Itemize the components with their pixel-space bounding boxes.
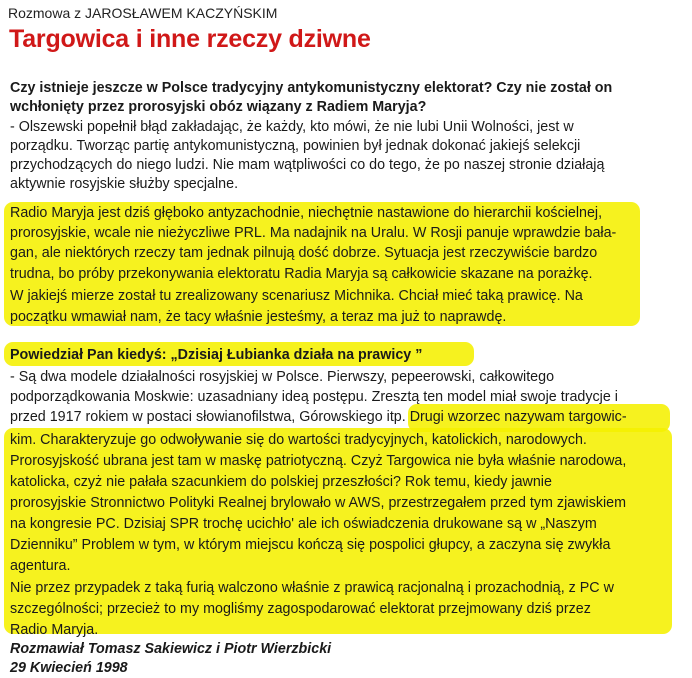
answer-1-line-5: Radio Maryja jest dziś głęboko antyzachodnie, niechętnie nastawione do hierarchii kościelnej, <box>10 205 603 221</box>
answer-1-line-8: trudna, bo próby przekonywania elektoratu Radia Maryja są całkowicie skazane na porażkę. <box>10 266 593 282</box>
question-2: Powiedział Pan kiedyś: „Dzisiaj Łubianka działa na prawicy ” <box>10 347 423 363</box>
answer-2-line-3: przed 1917 rokiem w postaci słowianofilstwa, Górowskiego itp. Drugi wzorzec nazywam targowic- <box>10 409 627 425</box>
article-title: Targowica i inne rzeczy dziwne <box>9 25 371 53</box>
answer-1-line-4: aktywnie rosyjskie służby specjalne. <box>10 176 239 192</box>
answer-2-line-7: prorosyjskie Stronnictwo Polityki Realnej brylowało w AWS, przestrzegałem przed tym zjawiskiem <box>10 495 627 511</box>
answer-1-line-3: przychodzących do niego ludzi. Nie mam wątpliwości co do tego, że po naszej stronie działają <box>10 157 605 173</box>
answer-2-line-12: szczególności; przecież to my mogliśmy zagospodarować elektorat przejmowany dziś przez <box>10 601 591 617</box>
answer-2-line-8: na kongresie PC. Dzisiaj SPR trochę ucichło' ale ich oświadczenia drukowane są w „Naszym <box>10 516 597 532</box>
question-1-line-1: Czy istnieje jeszcze w Polsce tradycyjny antykomunistyczny elektorat? Czy nie został on <box>10 80 613 96</box>
question-1-line-2: wchłonięty przez prorosyjski obóz wiązany z Radiem Maryja? <box>10 99 427 115</box>
answer-1-line-10: początku wmawiał nam, że tacy właśnie jesteśmy, a teraz ma już to naprawdę. <box>10 309 507 325</box>
answer-2-line-6: katolicka, czyż nie pałała szacunkiem do polskiej przeszłości? Rok temu, kiedy jawnie <box>10 474 552 490</box>
answer-2-line-1: - Są dwa modele działalności rosyjskiej w Polsce. Pierwszy, pepeerowski, całkowitego <box>10 369 555 385</box>
answer-2-line-4: kim. Charakteryzuje go odwoływanie się do wartości tradycyjnych, katolickich, narodowych. <box>10 432 587 448</box>
signature-authors: Rozmawiał Tomasz Sakiewicz i Piotr Wierzbicki <box>10 641 332 657</box>
answer-2-line-9: Dzienniku” Problem w tym, w którym miejscu kończą się pospolici głupcy, a zaczyna się zwykła <box>10 537 611 553</box>
answer-2-line-10: agentura. <box>10 558 71 574</box>
article-kicker: Rozmowa z JAROSŁAWEM KACZYŃSKIM <box>8 5 278 21</box>
answer-2-line-11: Nie przez przypadek z taką furią walczono właśnie z prawicą racjonalną i prozachodnią, z PC w <box>10 580 614 596</box>
signature-date: 29 Kwiecień 1998 <box>10 660 128 676</box>
answer-2-line-13: Radio Maryja. <box>10 622 99 638</box>
answer-1-line-2: porządku. Tworząc partię antykomunistyczną, powinien był jednak dokonać jakiejś selekcji <box>10 138 581 154</box>
answer-2-line-2: podporządkowania Moskwie: uzasadniany ideą postępu. Zresztą ten model miał swoje tradycje i <box>10 389 618 405</box>
answer-1-line-1: - Olszewski popełnił błąd zakładając, że każdy, kto mówi, że nie lubi Unii Wolności, jest w <box>10 119 574 135</box>
answer-1-line-9: W jakiejś mierze został tu zrealizowany scenariusz Michnika. Chciał mieć taką prawicę. Na <box>10 288 583 304</box>
answer-2-line-5: Prorosyjskość ubrana jest tam w maskę patriotyczną. Czyż Targowica nie była właśnie narodowa, <box>10 453 627 469</box>
answer-1-line-7: gan, ale niektórych rzeczy tam jednak pilnują dość dobrze. Sytuacja jest rzeczywiście bardzo <box>10 245 598 261</box>
answer-1-line-6: prorosyjskie, wcale nie nieżyczliwe PRL. Ma nadajnik na Uralu. W Rosji panuje wprawdzie bała- <box>10 225 617 241</box>
